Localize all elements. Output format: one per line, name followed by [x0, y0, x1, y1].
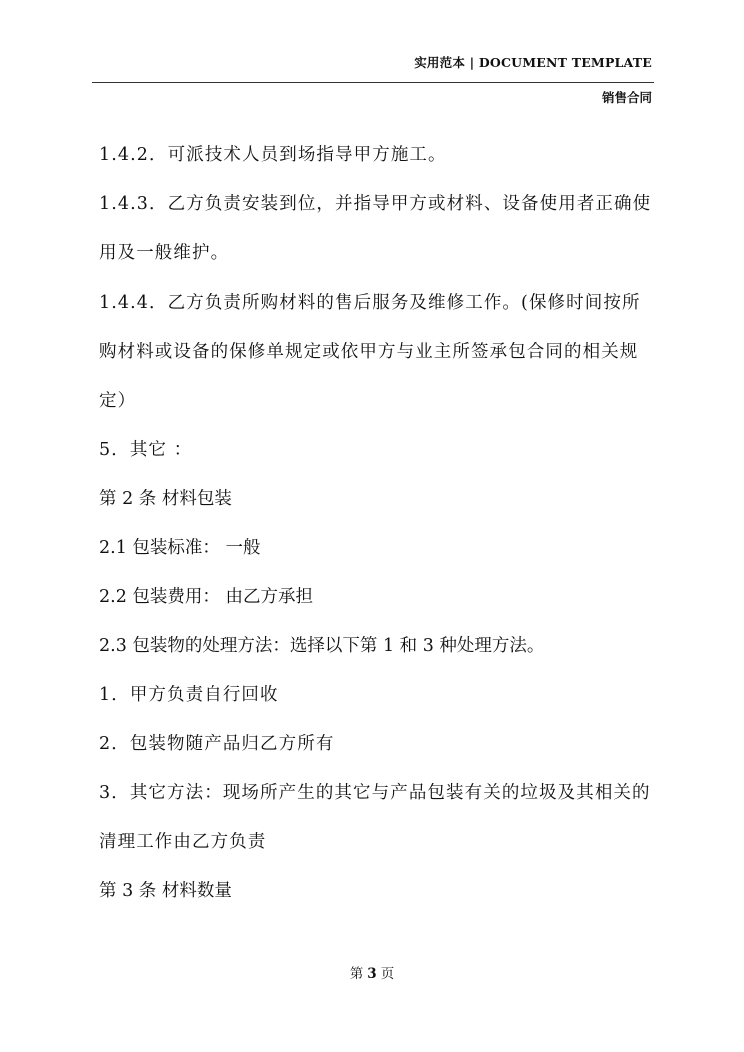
- body-line: 2.1 包装标准： 一般: [99, 538, 261, 558]
- body-line: 2.2 包装费用： 由乙方承担: [99, 587, 313, 607]
- section-heading: 第 2 条 材料包装: [99, 489, 232, 509]
- footer-suffix: 页: [380, 966, 395, 982]
- body-line: 购材料或设备的保修单规定或依甲方与业主所签承包合同的相关规: [99, 342, 639, 362]
- header-brand: 实用范本 | DOCUMENT TEMPLATE: [414, 55, 652, 70]
- body-line: 2．包装物随产品归乙方所有: [99, 734, 335, 754]
- body-line: 1．甲方负责自行回收: [99, 685, 279, 705]
- body-line: 5．其它 ：: [99, 440, 193, 460]
- body-line: 清理工作由乙方负责: [99, 832, 267, 852]
- body-line: 用及一般维护。: [99, 243, 230, 263]
- body-line: 2.3 包装物的处理方法：选择以下第 1 和 3 种处理方法。: [99, 636, 545, 656]
- header-divider: [92, 82, 654, 83]
- footer-prefix: 第: [349, 966, 364, 982]
- page-footer: [0, 962, 744, 982]
- body-line: 1.4.4．乙方负责所购材料的售后服务及维修工作。(保修时间按所: [99, 293, 641, 313]
- body-line: 1.4.2．可派技术人员到场指导甲方施工。: [99, 145, 447, 165]
- page-number: 3: [367, 966, 377, 982]
- body-line: 3．其它方法：现场所产生的其它与产品包装有关的垃圾及其相关的: [99, 783, 651, 803]
- section-heading: 第 3 条 材料数量: [99, 881, 232, 901]
- header-subtitle: 销售合同: [601, 90, 652, 105]
- body-line: 定）: [99, 391, 137, 411]
- body-line: 1.4.3．乙方负责安装到位，并指导甲方或材料、设备使用者正确使: [99, 194, 652, 214]
